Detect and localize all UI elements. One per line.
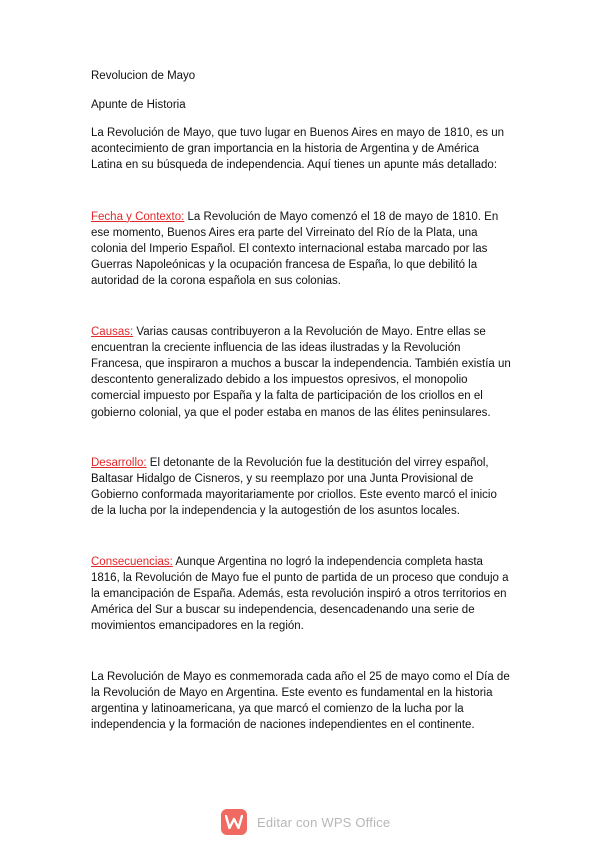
wps-logo-icon [221, 809, 247, 835]
document-subtitle: Apunte de Historia [91, 99, 186, 111]
section-causas [91, 324, 511, 421]
document-title: Revolucion de Mayo [91, 70, 196, 82]
section-text: El detonante de la Revolución fue la destitución del virrey español, Baltasar Hidalgo de Cisneros, y su reemplazo por una Junta Provisional de Gobierno conformada mayoritariamente por criollos. Este evento marcó el inicio de la lucha por la independencia y la autogestión de los asuntos locales. [91, 456, 497, 518]
wps-edit-link[interactable] [221, 809, 390, 835]
closing-paragraph: La Revolución de Mayo es conmemorada cada año el 25 de mayo como el Día de la Revolución de Mayo en Argentina. Este evento es fundamental en la historia argentina y latinoamericana, ya que marcó el comienzo de la lucha por la independencia y la formación de naciones independientes en el continente. [91, 670, 510, 732]
section-label: Consecuencias: [91, 555, 173, 568]
document-page [91, 68, 511, 733]
section-desarrollo [91, 455, 511, 520]
section-text: La Revolución de Mayo comenzó el 18 de mayo de 1810. En ese momento, Buenos Aires era parte del Virreinato del Río de la Plata, una colonia del Imperio Español. El contexto internacional estaba marcado por las Guerras Napoleónicas y la ocupación francesa de España, lo que debilitó la autoridad de la corona española en sus colonias. [91, 210, 499, 288]
section-label: Causas: [91, 325, 134, 338]
section-fecha-contexto [91, 209, 511, 290]
section-consecuencias [91, 554, 511, 635]
wps-edit-label: Editar con WPS Office [257, 814, 391, 830]
section-text: Varias causas contribuyeron a la Revolución de Mayo. Entre ellas se encuentran la creciente influencia de las ideas ilustradas y la Revolución Francesa, que inspiraron a muchos a buscar la independencia. También existía un descontento generalizado debido a los impuestos opresivos, el monopolio comercial impuesto por España y la falta de participación de los criollos en el gobierno colonial, ya que el poder estaba en manos de las élites peninsulares. [91, 325, 511, 419]
section-text: Aunque Argentina no logró la independencia completa hasta 1816, la Revolución de Mayo fue el punto de partida de un proceso que condujo a la emancipación de España. Además, esta revolución inspiró a otros territorios en América del Sur a buscar su independencia, desencadenando una serie de movimientos emancipadores en la región. [91, 555, 509, 633]
intro-paragraph: La Revolución de Mayo, que tuvo lugar en Buenos Aires en mayo de 1810, es un acontecimiento de gran importancia en la historia de Argentina y de América Latina en su búsqueda de independencia. Aquí tienes un apunte más detallado: [91, 127, 504, 172]
section-label: Fecha y Contexto: [91, 210, 185, 223]
section-label: Desarrollo: [91, 456, 147, 469]
